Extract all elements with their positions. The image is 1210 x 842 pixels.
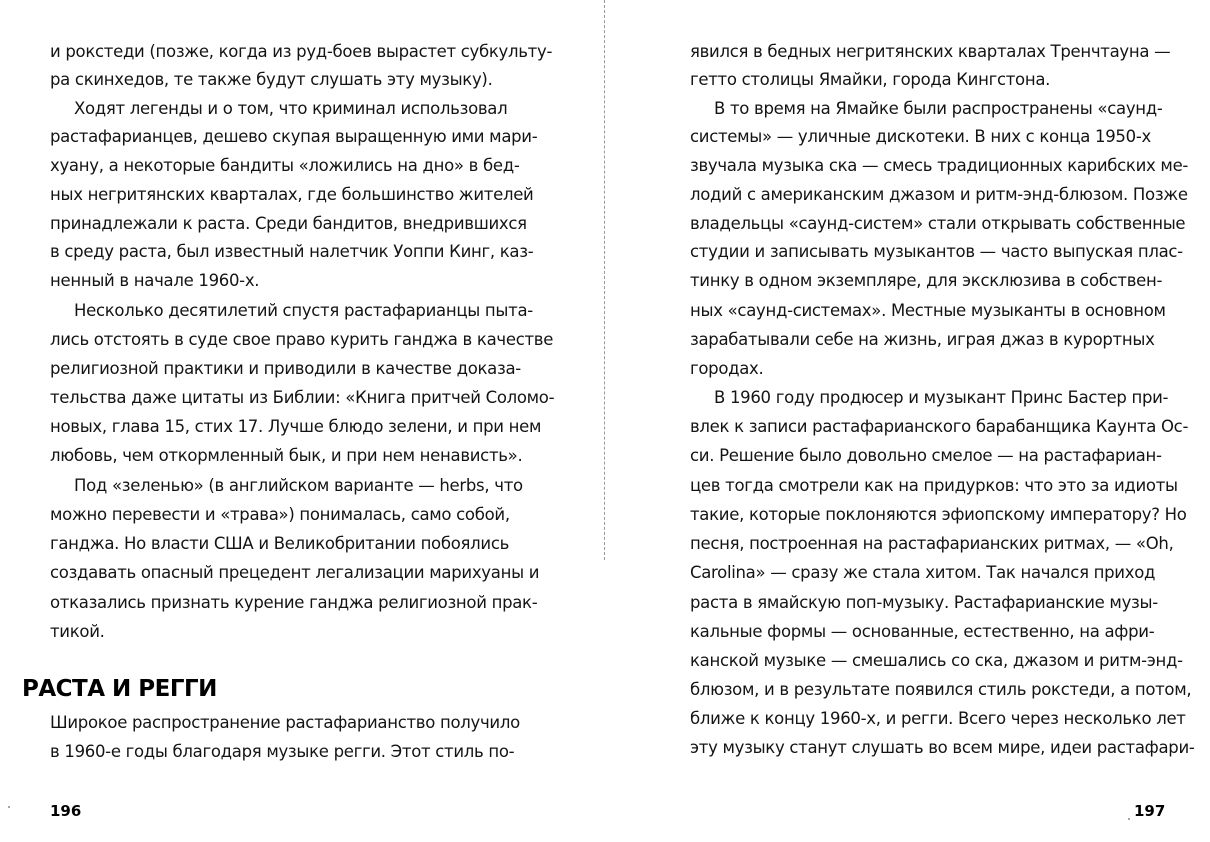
text-line: В 1960 году продюсер и музыкант Принс Бастер при- (714, 388, 1169, 407)
text-line: Ходят легенды и о том, что криминал использовал (74, 99, 508, 118)
text-line: можно перевести и «трава») понималась, само собой, (50, 505, 510, 524)
text-line: ближе к концу 1960-х, и регги. Всего через несколько лет (690, 709, 1186, 728)
left-page (0, 0, 604, 842)
text-line: си. Решение было довольно смелое — на растафариан- (690, 446, 1162, 465)
text-line: Широкое распространение растафарианство получило (50, 713, 520, 732)
text-line: ганджа. Но власти США и Великобритании побоялись (50, 534, 510, 553)
text-line: Carolina» — сразу же стала хитом. Так начался приход (690, 563, 1156, 582)
text-line: В то время на Ямайке были распространены «саунд- (714, 99, 1163, 118)
text-line: хуану, а некоторые бандиты «ложились на дно» в бед- (50, 156, 520, 175)
page-number-left: 196 (50, 802, 82, 820)
text-line: ных «саунд-системах». Местные музыканты в основном (690, 301, 1166, 320)
right-page (606, 0, 1210, 842)
text-line: канской музыке — смешались со ска, джазом и ритм-энд- (690, 651, 1183, 670)
text-line: Под «зеленью» (в английском варианте — herbs, что (74, 476, 523, 495)
text-line: любовь, чем откормленный бык, и при нем ненависть». (50, 446, 523, 465)
text-line: городах. (690, 359, 764, 378)
text-line: явился в бедных негритянских кварталах Тренчтауна — (690, 42, 1171, 61)
page-number-right: 197 (1134, 802, 1166, 820)
text-line: ра скинхедов, те также будут слушать эту музыку). (50, 70, 493, 89)
text-line: тикой. (50, 622, 105, 641)
text-line: системы» — уличные дискотеки. В них с конца 1950-х (690, 127, 1151, 146)
text-line: цев тогда смотрели как на придурков: что это за идиоты (690, 476, 1178, 495)
text-line: лись отстоять в суде свое право курить ганджа в качестве (50, 330, 554, 349)
text-line: принадлежали к раста. Среди бандитов, внедрившихся (50, 214, 527, 233)
section-heading: РАСТА И РЕГГИ (22, 676, 217, 702)
text-line: создавать опасный прецедент легализации марихуаны и (50, 563, 540, 582)
text-line: тинку в одном экземпляре, для эксклюзива в собствен- (690, 271, 1163, 290)
text-line: раста в ямайскую поп-музыку. Растафарианские музы- (690, 593, 1158, 612)
text-line: в среду раста, был известный налетчик Уоппи Кинг, каз- (50, 242, 534, 261)
text-line: Несколько десятилетий спустя растафарианцы пыта- (74, 301, 533, 320)
text-line: блюзом, и в результате появился стиль рокстеди, а потом, (690, 680, 1192, 699)
text-line: звучала музыка ска — смесь традиционных карибских ме- (690, 156, 1189, 175)
text-line: отказались признать курение ганджа религиозной прак- (50, 593, 538, 612)
text-line: песня, построенная на растафарианских ритмах, — «Oh, (690, 534, 1174, 553)
text-line: в 1960-е годы благодаря музыке регги. Этот стиль по- (50, 742, 515, 761)
text-line: и рокстеди (позже, когда из руд-боев вырастет субкульту- (50, 42, 553, 61)
text-line: студии и записывать музыкантов — часто выпуская плас- (690, 242, 1183, 261)
text-line: растафарианцев, дешево скупая выращенную ими мари- (50, 127, 538, 146)
text-line: лодий с американским джазом и ритм-энд-блюзом. Позже (690, 185, 1188, 204)
scan-speck (8, 806, 10, 808)
scan-speck (1128, 818, 1130, 820)
text-line: зарабатывали себе на жизнь, играя джаз в курортных (690, 330, 1155, 349)
text-line: владельцы «саунд-систем» стали открывать собственные (690, 214, 1186, 233)
text-line: такие, которые поклоняются эфиопскому императору? Но (690, 505, 1187, 524)
text-line: новых, глава 15, стих 17. Лучше блюдо зелени, и при нем (50, 417, 542, 436)
text-line: тельства даже цитаты из Библии: «Книга притчей Соломо- (50, 388, 555, 407)
text-line: религиозной практики и приводили в качестве доказа- (50, 359, 521, 378)
text-line: эту музыку станут слушать во всем мире, идеи растафари- (690, 738, 1195, 757)
text-line: кальные формы — основанные, естественно, на афри- (690, 622, 1155, 641)
text-line: гетто столицы Ямайки, города Кингстона. (690, 70, 1051, 89)
text-line: ных негритянских кварталах, где большинство жителей (50, 185, 534, 204)
text-line: ненный в начале 1960-х. (50, 271, 260, 290)
text-line: влек к записи растафарианского барабанщика Каунта Ос- (690, 417, 1189, 436)
